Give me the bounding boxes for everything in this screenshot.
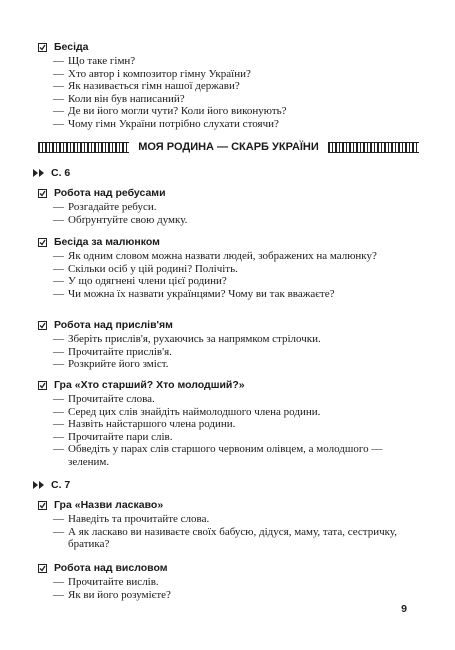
section-game-older-younger	[38, 378, 419, 469]
list-item: — Як називається гімн нашої держави?	[53, 80, 419, 93]
list-item: — Прочитайте пари слів.	[53, 431, 419, 444]
list-item: — Що таке гімн?	[53, 55, 419, 68]
section-picture-conversation	[38, 235, 419, 300]
section-heading: Бесіда	[38, 40, 419, 54]
task-list	[53, 513, 419, 551]
list-item: — Назвіть найстаршого члена родини.	[53, 418, 419, 431]
list-item: — Як одним словом можна назвати людей, зображених на малюнку?	[53, 250, 419, 263]
list-item: — Чи можна їх назвати українцями? Чому ви так вважаєте?	[53, 288, 419, 301]
list-item: — Серед цих слів знайдіть наймолодшого члена родини.	[53, 406, 419, 419]
section-heading: Гра «Назви лаcкаво»	[38, 498, 419, 512]
section-conversation	[38, 40, 419, 131]
checkbox-icon	[38, 501, 47, 510]
double-arrow-icon	[33, 481, 45, 489]
section-heading: Робота над висловом	[38, 561, 419, 575]
checkbox-icon	[38, 238, 47, 247]
list-item: — Зберіть прислів'я, рухаючись за напрямком стрілочки.	[53, 333, 419, 346]
list-item: — Як ви його розумієте?	[53, 589, 419, 602]
list-item: — Наведіть та прочитайте слова.	[53, 513, 419, 526]
task-list	[53, 333, 419, 371]
list-item: — Коли він був написаний?	[53, 93, 419, 106]
checkbox-icon	[38, 381, 47, 390]
section-heading: Робота над ребусами	[38, 186, 419, 200]
page-ref-6: С. 6	[33, 167, 70, 179]
section-game-call-kindly	[38, 498, 419, 551]
list-item: — Скільки осіб у цій родині? Полічіть.	[53, 263, 419, 276]
list-item: — Прочитайте слова.	[53, 393, 419, 406]
list-item: — У що одягнені члени цієї родини?	[53, 275, 419, 288]
list-item: — Розкрийте його зміст.	[53, 358, 419, 371]
question-list	[53, 250, 419, 300]
list-item: — Чому гімн України потрібно слухати стоячи?	[53, 118, 419, 131]
ornament-right-icon	[328, 142, 419, 153]
page-number: 9	[401, 603, 407, 615]
task-list	[53, 393, 419, 469]
list-item: — Обведіть у парах слів старшого червоним олівцем, а молодшого — зеленим.	[53, 443, 419, 468]
task-list	[53, 576, 419, 601]
chapter-banner	[38, 140, 419, 154]
list-item: — Де ви його могли чути? Коли його виконують?	[53, 105, 419, 118]
section-rebuses	[38, 186, 419, 226]
page-ref-7: С. 7	[33, 479, 70, 491]
list-item: — Обґрунтуйте свою думку.	[53, 214, 419, 227]
section-heading: Гра «Хто старший? Хто молодший?»	[38, 378, 419, 392]
section-heading: Робота над прислів'ям	[38, 318, 419, 332]
ornament-left-icon	[38, 142, 129, 153]
checkbox-icon	[38, 564, 47, 573]
section-heading: Бесіда за малюнком	[38, 235, 419, 249]
chapter-title: МОЯ РОДИНА — СКАРБ УКРАЇНИ	[138, 141, 319, 153]
task-list	[53, 201, 419, 226]
list-item: — Хто автор і композитор гімну України?	[53, 68, 419, 81]
list-item: — Розгадайте ребуси.	[53, 201, 419, 214]
question-list	[53, 55, 419, 131]
section-saying	[38, 561, 419, 601]
checkbox-icon	[38, 43, 47, 52]
checkbox-icon	[38, 189, 47, 198]
checkbox-icon	[38, 321, 47, 330]
list-item: — Прочитайте прислів'я.	[53, 346, 419, 359]
double-arrow-icon	[33, 169, 45, 177]
section-proverb	[38, 318, 419, 371]
list-item: — А як ласкаво ви називаєте своїх бабусю, дідуся, маму, тата, сестричку, братика?	[53, 526, 419, 551]
list-item: — Прочитайте вислів.	[53, 576, 419, 589]
